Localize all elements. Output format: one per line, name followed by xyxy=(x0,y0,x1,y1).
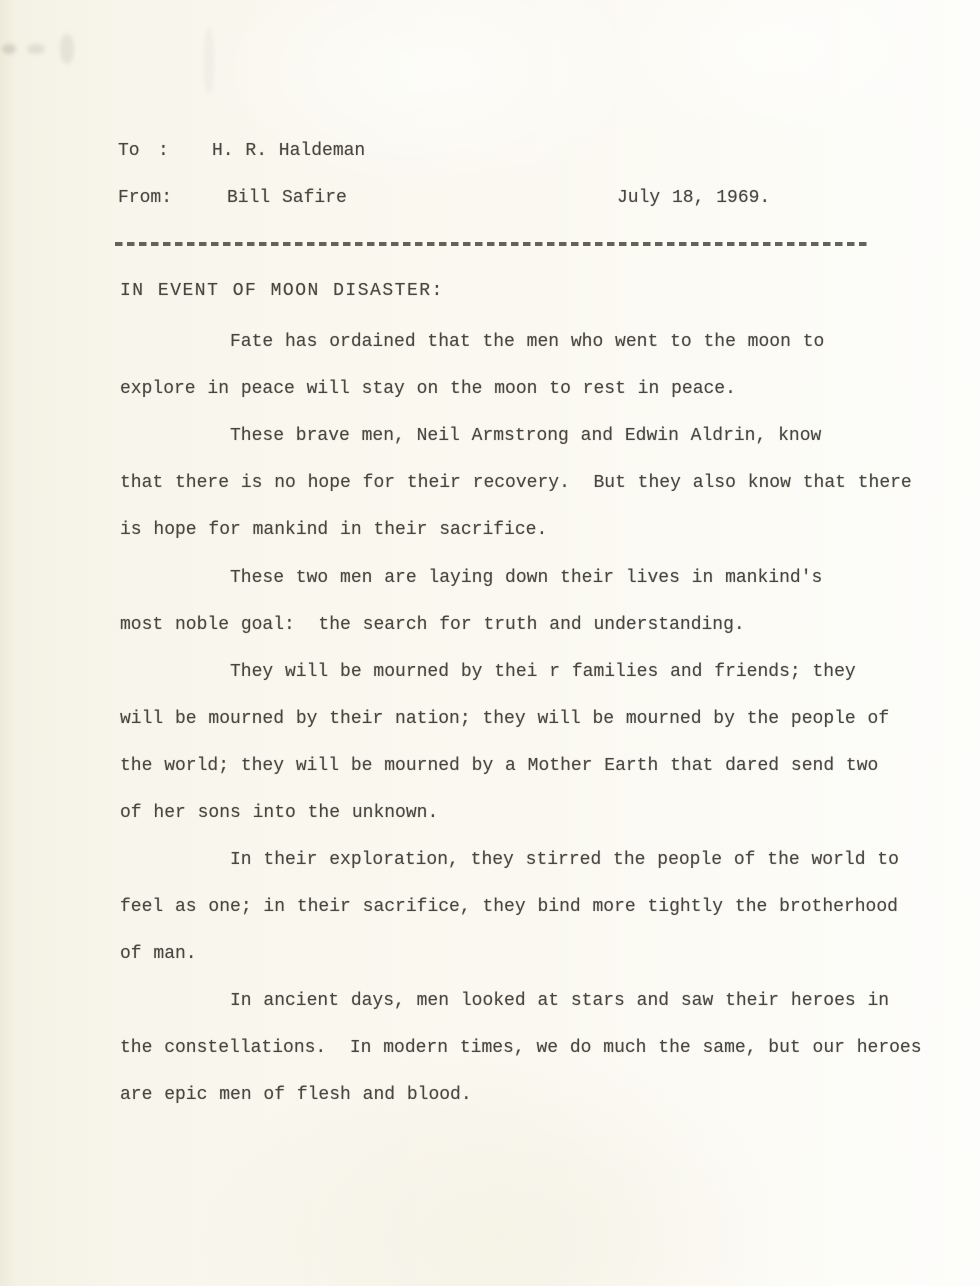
memo-line: that there is no hope for their recovery. But they also know that there xyxy=(120,473,912,493)
memo-line: the world; they will be mourned by a Mother Earth that dared send two xyxy=(120,756,879,776)
memo-line: explore in peace will stay on the moon to rest in peace. xyxy=(120,379,736,399)
to-label: To xyxy=(118,141,140,161)
to-value: H. R. Haldeman xyxy=(212,141,366,161)
memo-line: of her sons into the unknown. xyxy=(120,803,439,823)
memo-line: Fate has ordained that the men who went to the moon to xyxy=(230,332,825,352)
memo-line: will be mourned by their nation; they will be mourned by the people of xyxy=(120,709,890,729)
scan-smudge xyxy=(60,34,74,64)
memo-line: These brave men, Neil Armstrong and Edwin Aldrin, know xyxy=(230,426,822,446)
memo-line: They will be mourned by thei r families and friends; they xyxy=(230,662,856,682)
memo-date: July 18, 1969. xyxy=(617,188,771,208)
scan-smudge xyxy=(2,44,16,54)
from-value: Bill Safire xyxy=(227,188,347,208)
memo-line: In ancient days, men looked at stars and saw their heroes in xyxy=(230,991,890,1011)
memo-subject: IN EVENT OF MOON DISASTER: xyxy=(120,281,444,301)
memo-line: is hope for mankind in their sacrifice. xyxy=(120,520,548,540)
memo-line: are epic men of flesh and blood. xyxy=(120,1085,472,1105)
scan-smudge xyxy=(204,28,214,94)
memo-line: of man. xyxy=(120,944,197,964)
memo-line: In their exploration, they stirred the people of the world to xyxy=(230,850,899,870)
memo-line: These two men are laying down their lives in mankind's xyxy=(230,568,823,588)
to-colon: : xyxy=(158,141,169,161)
from-label: From: xyxy=(118,188,173,208)
memo-line: most noble goal: the search for truth and understanding. xyxy=(120,615,745,635)
dashed-divider xyxy=(115,242,868,246)
memo-line: feel as one; in their sacrifice, they bind more tightly the brotherhood xyxy=(120,897,898,917)
memo-line: the constellations. In modern times, we do much the same, but our heroes xyxy=(120,1038,922,1058)
scan-smudge xyxy=(27,44,45,54)
